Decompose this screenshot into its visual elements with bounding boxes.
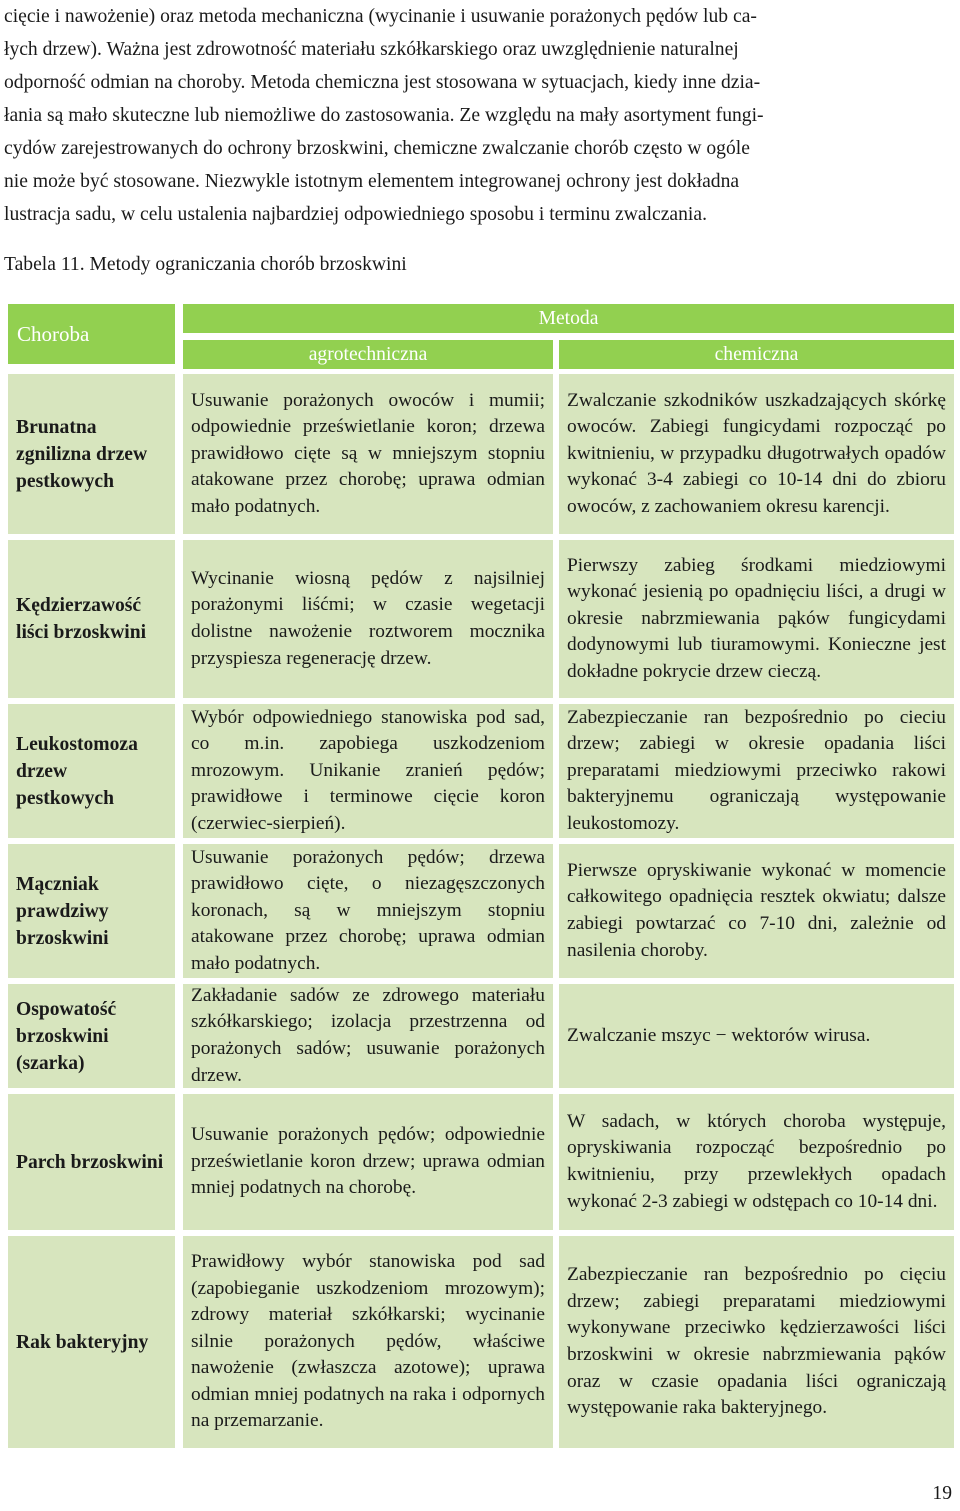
disease-name: Kędzierzawość liści brzoskwini bbox=[16, 595, 147, 643]
table-row-agro bbox=[183, 374, 553, 534]
header-method bbox=[183, 304, 954, 333]
header-method-label: Metoda bbox=[538, 308, 599, 329]
table-row-agro bbox=[183, 984, 553, 1088]
table-row-disease bbox=[8, 1094, 175, 1230]
disease-name: Leukostomoza drzew pestkowych bbox=[16, 733, 138, 809]
table-row-agro bbox=[183, 1236, 553, 1448]
chem-method: Zwalczanie szkodników uszkadzających skórkę owoców. Zabiegi fungicydami rozpocząć po kwitnieniu, w przypadku długotrwałych opadów wykonać 3-4 zabiegi co 10-14 dni do zbioru owoców, z zachowaniem okresu karencji. bbox=[567, 389, 946, 517]
disease-name: Mączniak prawdziwy brzoskwini bbox=[16, 873, 109, 949]
header-chem bbox=[559, 340, 954, 369]
table-row-chem bbox=[559, 844, 954, 978]
disease-name: Parch brzoskwini bbox=[16, 1151, 164, 1173]
agro-method: Usuwanie porażonych pędów; odpowiednie prześwietlanie koron drzew; uprawa odmian mniej podatnych na chorobę. bbox=[191, 1124, 545, 1199]
table-row-agro bbox=[183, 844, 553, 978]
table-row-chem bbox=[559, 704, 954, 838]
header-agro bbox=[183, 340, 553, 369]
agro-method: Wycinanie wiosną pędów z najsilniej porażonymi liśćmi; w czasie wegetacji dolistne nawożenie roztworem mocznika przyspiesza regenerację drzew. bbox=[191, 567, 545, 669]
chem-method: Zabezpieczanie ran bezpośrednio po cieciu drzew; zabiegi w okresie opadania liści preparatami miedziowymi przeciwko rakowi bakteryjnemu ograniczają występowanie leukostomozy. bbox=[567, 706, 946, 834]
table-row-chem bbox=[559, 984, 954, 1088]
page-number: 19 bbox=[932, 1483, 952, 1504]
intro-line: nie może być stosowane. Niezwykle istotnym elementem integrowanej ochrony jest dokładna bbox=[4, 171, 740, 192]
disease-name: Brunatna zgnilizna drzew pestkowych bbox=[16, 416, 148, 492]
intro-line: cięcie i nawożenie) oraz metoda mechaniczna (wycinanie i usuwanie porażonych pędów lub ca- bbox=[4, 6, 757, 27]
agro-method: Usuwanie porażonych pędów; drzewa prawidłowo cięte, o niezagęszczonych koronach, są w mniejszym stopniu atakowane przez chorobę; uprawa odmian mało podatnych. bbox=[191, 846, 545, 974]
agro-method: Zakładanie sadów ze zdrowego materiału szkółkarskiego; izolacja przestrzenna od porażonych sadów; usuwanie porażonych drzew. bbox=[191, 984, 545, 1086]
table-row-disease bbox=[8, 984, 175, 1088]
disease-name: Ospowatość brzoskwini (szarka) bbox=[16, 998, 117, 1074]
intro-line: łych drzew). Ważna jest zdrowotność materiału szkółkarskiego oraz uwzględnienie naturalnej bbox=[4, 39, 739, 60]
disease-name: Rak bakteryjny bbox=[16, 1331, 149, 1353]
table-row-agro bbox=[183, 1094, 553, 1230]
intro-line: łania są mało skuteczne lub niemożliwe do zastosowania. Ze względu na mały asortyment fungi- bbox=[4, 105, 764, 126]
header-disease bbox=[8, 304, 175, 364]
table-row-disease bbox=[8, 540, 175, 698]
chem-method: W sadach, w których choroba występuje, opryskiwania rozpocząć bezpośrednio po kwitnieniu, przy przewlekłych opadach wykonać 2-3 zabiegi w odstępach co 10-14 dni. bbox=[567, 1110, 946, 1212]
header-agro-label: agrotechniczna bbox=[308, 344, 428, 365]
table-row-agro bbox=[183, 540, 553, 698]
table-row-disease bbox=[8, 1236, 175, 1448]
table-row-chem bbox=[559, 1236, 954, 1448]
table-caption: Tabela 11. Metody ograniczania chorób brzoskwini bbox=[4, 254, 407, 275]
table-row-chem bbox=[559, 1094, 954, 1230]
header-disease-label: Choroba bbox=[17, 322, 90, 346]
table-row-chem bbox=[559, 540, 954, 698]
intro-text bbox=[4, 0, 956, 231]
chem-method: Pierwszy zabieg środkami miedziowymi wykonać jesienią po opadnięciu liści, a drugi w okresie nabrzmiewania pąków fungicydami dodynowymi lub tiuramowymi. Konieczne jest dokładne pokrycie drzew cieczą. bbox=[567, 554, 946, 682]
agro-method: Usuwanie porażonych owoców i mumii; odpowiednie prześwietlanie koron; drzewa prawidłowo cięte są w mniejszym stopniu atakowane przez chorobę; uprawa odmian mało podatnych. bbox=[191, 389, 545, 517]
agro-method: Prawidłowy wybór stanowiska pod sad (zapobieganie uszkodzeniom mrozowym); zdrowy materiał szkółkarski; wycinanie silnie porażonych pędów, właściwe nawożenie (zwłaszcza azotowe); uprawa odmian mniej podatnych na raka i odpornych na przemarzanie. bbox=[191, 1250, 545, 1432]
chem-method: Zwalczanie mszyc − wektorów wirusa. bbox=[567, 1024, 871, 1046]
agro-method: Wybór odpowiedniego stanowiska pod sad, co m.in. zapobiega uszkodzeniom mrozowym. Unikanie zranień pędów; prawidłowe i terminowe cięcie koron (czerwiec-sierpień). bbox=[191, 706, 545, 834]
intro-line: odporność odmian na choroby. Metoda chemiczna jest stosowana w sytuacjach, kiedy inne dzia- bbox=[4, 72, 761, 93]
intro-line: lustracja sadu, w celu ustalenia najbardziej odpowiedniego sposobu i terminu zwalczania. bbox=[4, 204, 707, 225]
table-row-disease bbox=[8, 704, 175, 838]
table-row-disease bbox=[8, 374, 175, 534]
chem-method: Zabezpieczanie ran bezpośrednio po cięciu drzew; zabiegi preparatami miedziowymi wykonywane przeciwko kędzierzawości liści brzoskwini w okresie nabrzmiewania pąków oraz w czasie opadania liści ograniczają występowanie raka bakteryjnego. bbox=[567, 1264, 946, 1419]
table-row-disease bbox=[8, 844, 175, 978]
intro-line: cydów zarejestrowanych do ochrony brzoskwini, chemiczne zwalczanie chorób często w ogóle bbox=[4, 138, 750, 159]
table-row-agro bbox=[183, 704, 553, 838]
chem-method: Pierwsze opryskiwanie wykonać w momencie całkowitego opadnięcia resztek okwiatu; dalsze zabiegi powtarzać co 7-10 dni, zależnie od nasilenia choroby. bbox=[567, 859, 946, 961]
header-chem-label: chemiczna bbox=[714, 344, 799, 365]
table-row-chem bbox=[559, 374, 954, 534]
